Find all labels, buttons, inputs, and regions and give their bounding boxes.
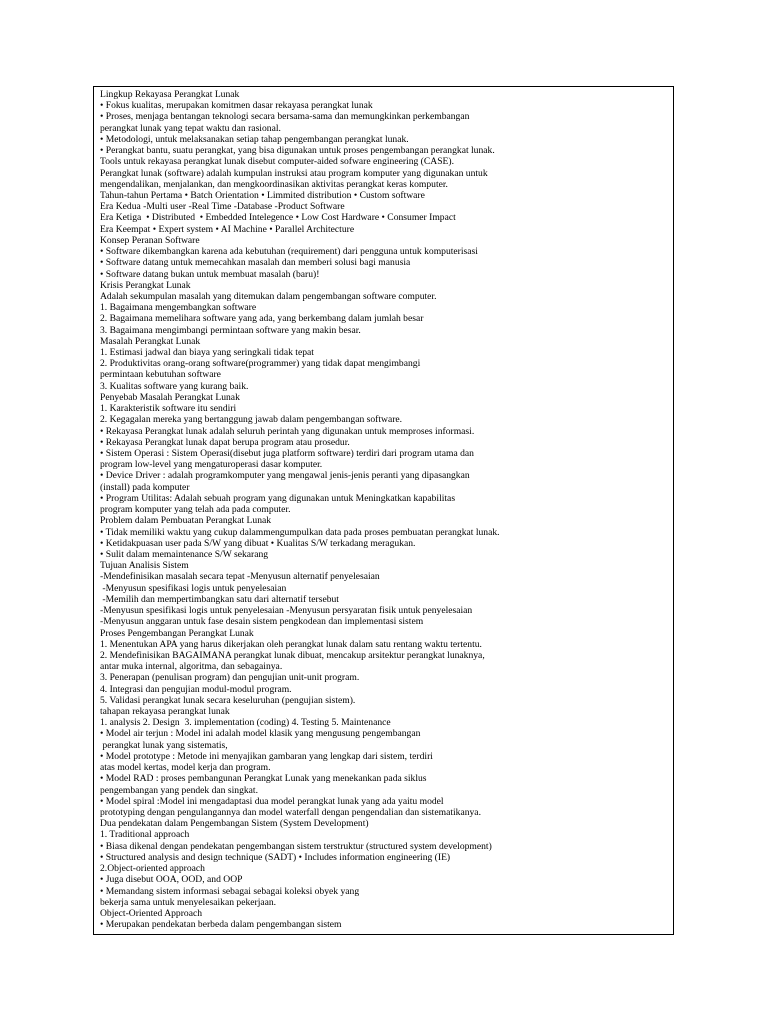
document-line: • Software datang untuk memecahkan masalah dan memberi solusi bagi manusia xyxy=(100,257,411,269)
document-line: Era Keempat • Expert system • AI Machine • Parallel Architecture xyxy=(100,223,355,235)
document-line: • Perangkat bantu, suatu perangkat, yang bisa digunakan untuk proses pengembangan perangkat lunak. xyxy=(100,145,495,157)
document-page xyxy=(93,86,674,935)
document-line: Lingkup Rekayasa Perangkat Lunak xyxy=(100,89,240,100)
document-line: • Ketidakpuasan user pada S/W yang dibuat • Kualitas S/W terkadang meragukan. xyxy=(100,537,416,549)
document-line: atas model kertas, model kerja dan program. xyxy=(100,762,271,774)
document-line: permintaan kebutuhan software xyxy=(100,369,221,381)
document-line: pengembangan yang pendek dan singkat. xyxy=(100,784,258,796)
document-line: • Sulit dalam memaintenance S/W sekarang xyxy=(100,548,269,560)
document-line: prototyping dengan pengulangannya dan model waterfall dengan pengendalian dan sistematikanya. xyxy=(100,807,481,818)
document-line: 1. Estimasi jadwal dan biaya yang seringkali tidak tepat xyxy=(100,347,314,359)
document-line: • Biasa dikenal dengan pendekatan pengembangan sistem terstruktur (structured system development) xyxy=(100,840,492,852)
document-line: 2. Bagaimana memelihara software yang ada, yang berkembang dalam jumlah besar xyxy=(100,313,424,325)
document-line: Masalah Perangkat Lunak xyxy=(100,335,201,347)
document-line: (install) pada komputer xyxy=(100,481,190,493)
document-line: • Fokus kualitas, merupakan komitmen dasar rekayasa perangkat lunak xyxy=(100,100,373,112)
document-line: Era Ketiga • Distributed • Embedded Intelegence • Low Cost Hardware • Consumer Impact xyxy=(100,212,456,224)
document-line: Object-Oriented Approach xyxy=(100,907,203,919)
document-line: Tujuan Analisis Sistem xyxy=(100,560,189,572)
document-line: • Juga disebut OOA, OOD, and OOP xyxy=(100,874,243,886)
document-line: Konsep Peranan Software xyxy=(100,234,200,246)
document-line: perangkat lunak yang tepat waktu dan rasional. xyxy=(100,122,281,134)
document-line: Perangkat lunak (software) adalah kumpulan instruksi atau program komputer yang digunakan untuk xyxy=(100,167,488,179)
document-line: -Menyusun spesifikasi logis untuk penyelesaian xyxy=(100,582,287,594)
document-line: 1. Menentukan APA yang harus dikerjakan oleh perangkat lunak dalam satu rentang waktu tertentu. xyxy=(100,638,482,650)
document-line: Penyebab Masalah Perangkat Lunak xyxy=(100,391,240,403)
document-line: 1. analysis 2. Design 3. implementation (coding) 4. Testing 5. Maintenance xyxy=(100,717,391,729)
document-line: • Software datang bukan untuk membuat masalah (baru)! xyxy=(100,268,320,280)
document-line: Tahun-tahun Pertama • Batch Orientation • Limmited distribution • Custom software xyxy=(100,189,425,201)
document-line: Tools untuk rekayasa perangkat lunak disebut computer-aided sofware engineering (CASE). xyxy=(100,156,454,168)
document-text xyxy=(100,89,500,930)
document-line: program komputer yang telah ada pada computer. xyxy=(100,504,291,516)
document-line: • Proses, menjaga bentangan teknologi secara bersama-sama dan memungkinkan perkembangan xyxy=(100,111,470,123)
document-line: 2. Mendefinisikan BAGAIMANA perangkat lunak dibuat, mencakup arsitektur perangkat lunaknya, xyxy=(100,649,485,661)
document-line: Krisis Perangkat Lunak xyxy=(100,279,191,291)
document-line: Era Kedua -Multi user -Real Time -Database -Product Software xyxy=(100,201,345,213)
document-line: 3. Kualitas software yang kurang baik. xyxy=(100,380,249,392)
document-line: • Rekayasa Perangkat lunak adalah seluruh perintah yang digunakan untuk memproses informasi. xyxy=(100,425,475,437)
document-line: • Model prototype : Metode ini menyajikan gambaran yang lengkap dari sistem, terdiri xyxy=(100,750,433,762)
document-line: Dua pendekatan dalam Pengembangan Sistem (System Development) xyxy=(100,818,369,830)
document-line: • Sistem Operasi : Sistem Operasi(disebut juga platform software) terdiri dari program utama dan xyxy=(100,448,474,459)
document-line: • Structured analysis and design technique (SADT) • Includes information engineering (IE) xyxy=(100,851,451,863)
document-line: Adalah sekumpulan masalah yang ditemukan dalam pengembangan software computer. xyxy=(100,290,437,302)
document-line: • Model RAD : proses pembangunan Perangkat Lunak yang menekankan pada siklus xyxy=(100,773,427,785)
document-line: antar muka internal, algoritma, dan sebagainya. xyxy=(100,661,283,673)
document-line: • Software dikembangkan karena ada kebutuhan (requirement) dari pengguna untuk komputerisasi xyxy=(100,246,478,258)
document-line: 2. Produktivitas orang-orang software(programmer) yang tidak dapat mengimbangi xyxy=(100,358,421,370)
document-line: -Menyusun spesifikasi logis untuk penyelesaian -Menyusun persyaratan fisik untuk penyelesaian xyxy=(100,605,473,617)
document-line: • Memandang sistem informasi sebagai sebagai koleksi obyek yang xyxy=(100,885,360,897)
document-line: • Model spiral :Model ini mengadaptasi dua model perangkat lunak yang ada yaitu model xyxy=(100,795,444,807)
document-line: 3. Bagaimana mengimbangi permintaan software yang makin besar. xyxy=(100,324,361,336)
document-line: 1. Karakteristik software itu sendiri xyxy=(100,403,237,415)
document-line: 2.Object-oriented approach xyxy=(100,863,205,875)
document-line: perangkat lunak yang sistematis, xyxy=(100,739,228,751)
document-line: • Rekayasa Perangkat lunak dapat berupa program atau prosedur. xyxy=(100,436,350,448)
document-line: 4. Integrasi dan pengujian modul-modul program. xyxy=(100,683,292,695)
document-line: -Memilih dan mempertimbangkan satu dari alternatif tersebut xyxy=(100,593,339,605)
document-line: • Metodologi, untuk melaksanakan setiap tahap pengembangan perangkat lunak. xyxy=(100,133,409,145)
document-line: -Mendefinisikan masalah secara tepat -Menyusun alternatif penyelesaian xyxy=(100,571,380,583)
document-line: 3. Penerapan (penulisan program) dan pengujian unit-unit program. xyxy=(100,672,360,684)
document-line: 1. Bagaimana mengembangkan software xyxy=(100,302,257,314)
document-line: • Merupakan pendekatan berbeda dalam pengembangan sistem xyxy=(100,919,342,931)
document-line: • Tidak memiliki waktu yang cukup dalammengumpulkan data pada proses pembuatan perangkat lunak. xyxy=(100,526,500,538)
document-line: 2. Kegagalan mereka yang bertanggung jawab dalam pengembangan software. xyxy=(100,414,403,426)
document-line: • Program Utilitas: Adalah sebuah program yang digunakan untuk Meningkatkan kapabilitas xyxy=(100,492,456,504)
document-line: tahapan rekayasa perangkat lunak xyxy=(100,706,230,718)
document-line: mengendalikan, menjalankan, dan mengkoordinasikan aktivitas perangkat keras komputer. xyxy=(100,178,448,190)
document-line: • Device Driver : adalah programkomputer yang mengawal jenis-jenis peranti yang dipasangkan xyxy=(100,470,470,482)
document-line: Proses Pengembangan Perangkat Lunak xyxy=(100,627,254,639)
document-line: 1. Traditional approach xyxy=(100,829,190,841)
document-line: 5. Validasi perangkat lunak secara keseluruhan (pengujian sistem). xyxy=(100,694,356,706)
document-line: -Menyusun anggaran untuk fase desain sistem pengkodean dan implementasi sistem xyxy=(100,616,424,628)
document-line: program low-level yang mengaturoperasi dasar komputer. xyxy=(100,459,323,471)
document-line: • Model air terjun : Model ini adalah model klasik yang mengusung pengembangan xyxy=(100,728,421,740)
document-line: Problem dalam Pembuatan Perangkat Lunak xyxy=(100,515,272,527)
document-line: bekerja sama untuk menyelesaikan pekerjaan. xyxy=(100,896,277,908)
